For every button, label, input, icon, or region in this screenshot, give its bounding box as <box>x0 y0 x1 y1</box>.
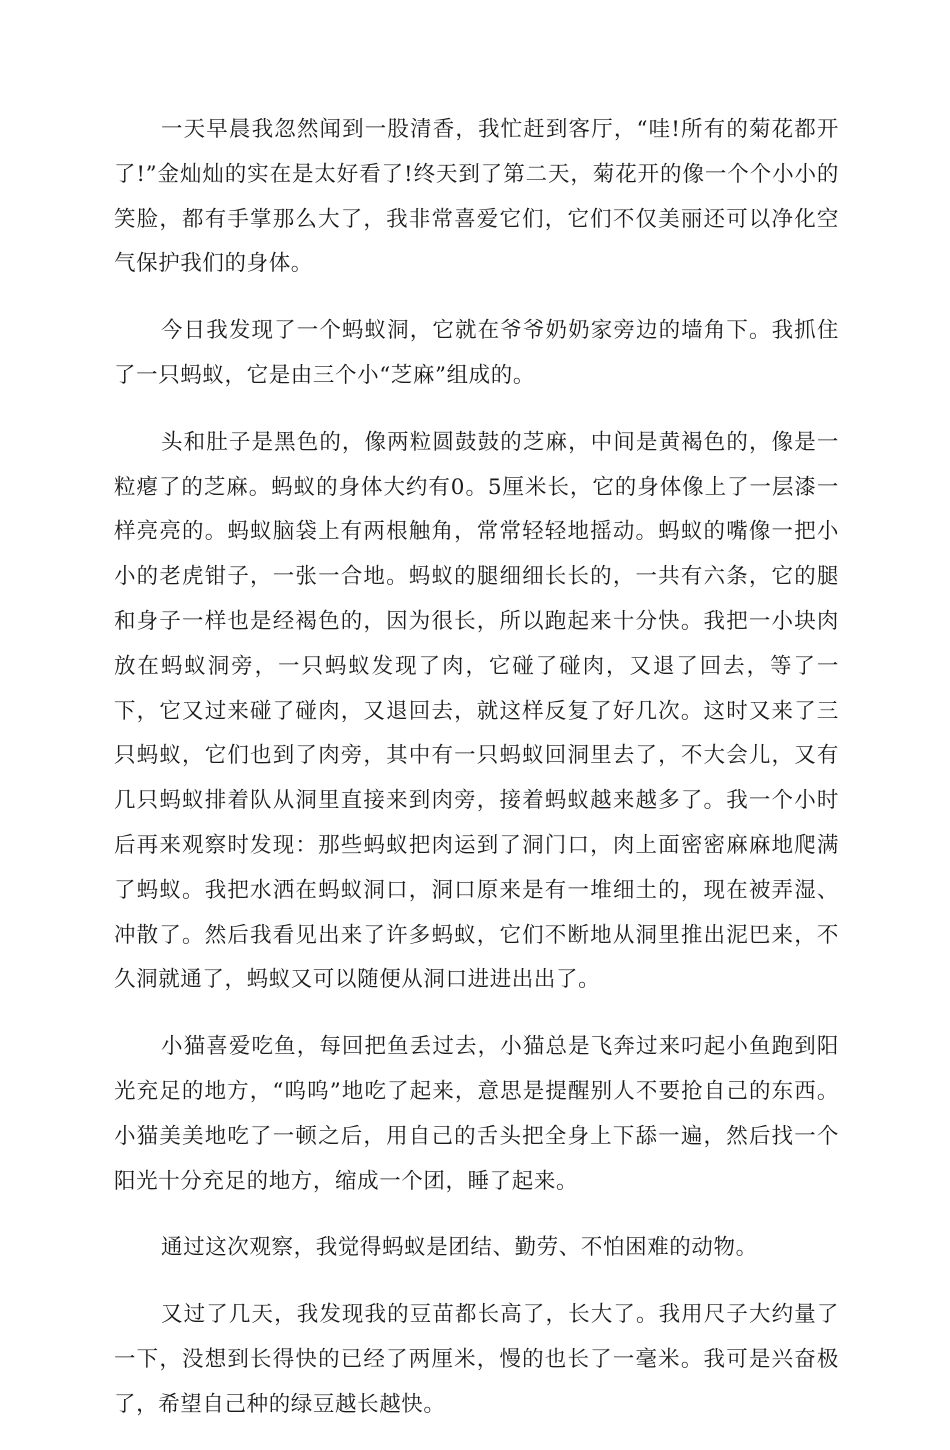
paragraph-bean-sprouts: 又过了几天，我发现我的豆苗都长高了，长大了。我用尺子大约量了一下，没想到长得快的已经了两厘米，慢的也长了一毫米。我可是兴奋极了，希望自己种的绿豆越长越快。 <box>114 1302 839 1417</box>
paragraph-ant-hole: 今日我发现了一个蚂蚁洞，它就在爷爷奶奶家旁边的墙角下。我抓住了一只蚂蚁，它是由三个小“芝麻”组成的。 <box>114 318 839 388</box>
document-body <box>114 108 839 1450</box>
paragraph-kitten: 小猫喜爱吃鱼，每回把鱼丢过去，小猫总是飞奔过来叼起小鱼跑到阳光充足的地方，“呜呜”地吃了起来，意思是提醒别人不要抢自己的东西。小猫美美地吃了一顿之后，用自己的舌头把全身上下舔一遍，然后找一个阳光十分充足的地方，缩成一个团，睡了起来。 <box>114 1034 839 1194</box>
paragraph-ant-observation: 头和肚子是黑色的，像两粒圆鼓鼓的芝麻，中间是黄褐色的，像是一粒瘪了的芝麻。蚂蚁的身体大约有0。5厘米长，它的身体像上了一层漆一样亮亮的。蚂蚁脑袋上有两根触角，常常轻轻地摇动。蚂蚁的嘴像一把小小的老虎钳子，一张一合地。蚂蚁的腿细细长长的，一共有六条，它的腿和身子一样也是经褐色的，因为很长，所以跑起来十分快。我把一小块肉放在蚂蚁洞旁，一只蚂蚁发现了肉，它碰了碰肉，又退了回去，等了一下，它又过来碰了碰肉，又退回去，就这样反复了好几次。这时又来了三只蚂蚁，它们也到了肉旁，其中有一只蚂蚁回洞里去了，不大会儿，又有几只蚂蚁排着队从洞里直接来到肉旁，接着蚂蚁越来越多了。我一个小时后再来观察时发现：那些蚂蚁把肉运到了洞门口，肉上面密密麻麻地爬满了蚂蚁。我把水洒在蚂蚁洞口，洞口原来是有一堆细土的，现在被弄湿、冲散了。然后我看见出来了许多蚂蚁，它们不断地从洞里推出泥巴来，不久洞就通了，蚂蚁又可以随便从洞口进进出出了。 <box>114 429 839 993</box>
paragraph-conclusion: 通过这次观察，我觉得蚂蚁是团结、勤劳、不怕困难的动物。 <box>161 1235 758 1261</box>
paragraph-chrysanthemum: 一天早晨我忽然闻到一股清香，我忙赶到客厅，“哇!所有的菊花都开了!”金灿灿的实在是太好看了!终天到了第二天，菊花开的像一个个小小的笑脸，都有手掌那么大了，我非常喜爱它们，它们不仅美丽还可以净化空气保护我们的身体。 <box>114 117 839 277</box>
